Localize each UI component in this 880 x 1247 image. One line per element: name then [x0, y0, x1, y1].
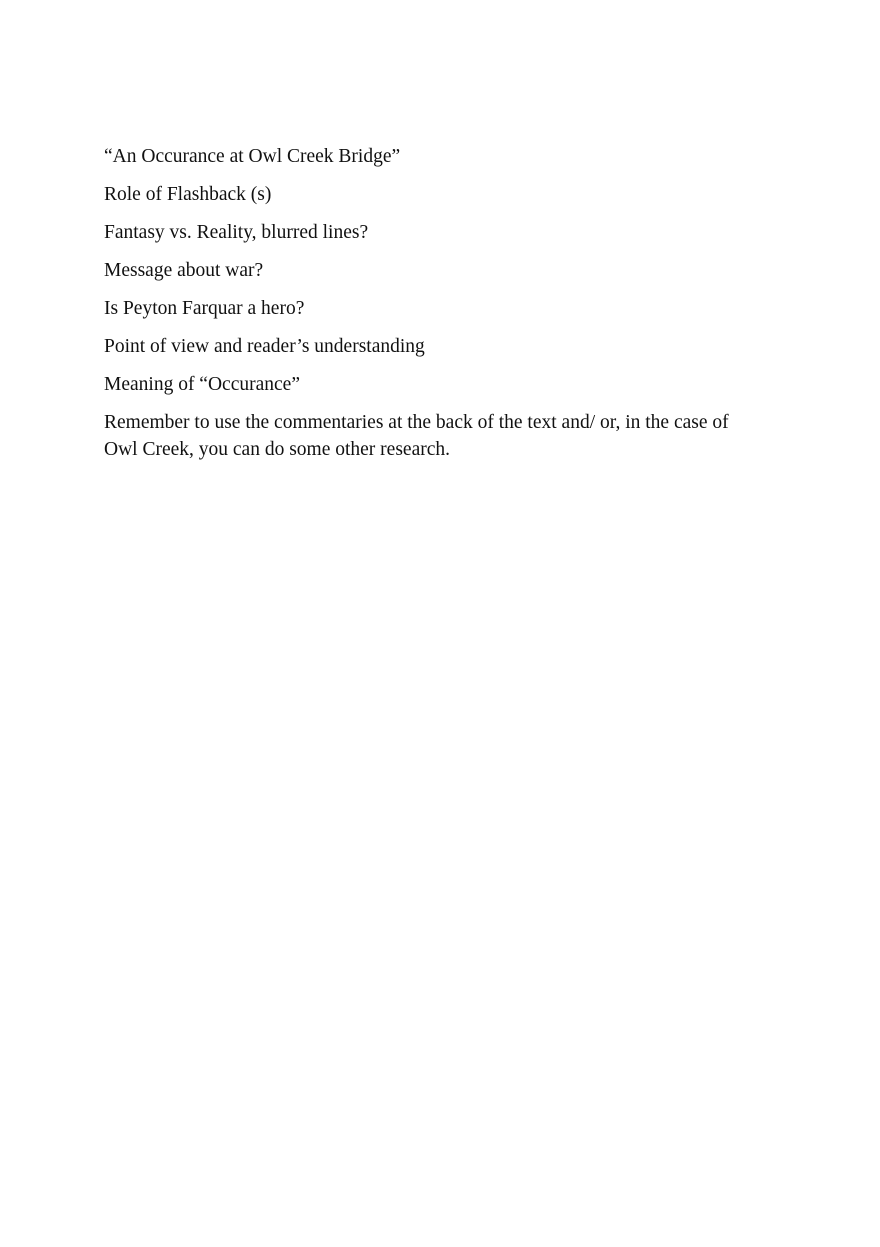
topic-line: Meaning of “Occurance” [104, 374, 300, 395]
topic-line: Message about war? [104, 260, 264, 281]
document-title: “An Occurance at Owl Creek Bridge” [104, 146, 401, 167]
topic-line: Is Peyton Farquar a hero? [104, 298, 305, 319]
topic-line: Role of Flashback (s) [104, 184, 272, 205]
topic-line: Point of view and reader’s understanding [104, 336, 425, 357]
document-content [104, 143, 764, 463]
reminder-paragraph: Remember to use the commentaries at the back of the text and/ or, in the case of Owl Creek, you can do some other research. [104, 412, 729, 460]
topic-line: Fantasy vs. Reality, blurred lines? [104, 222, 369, 243]
